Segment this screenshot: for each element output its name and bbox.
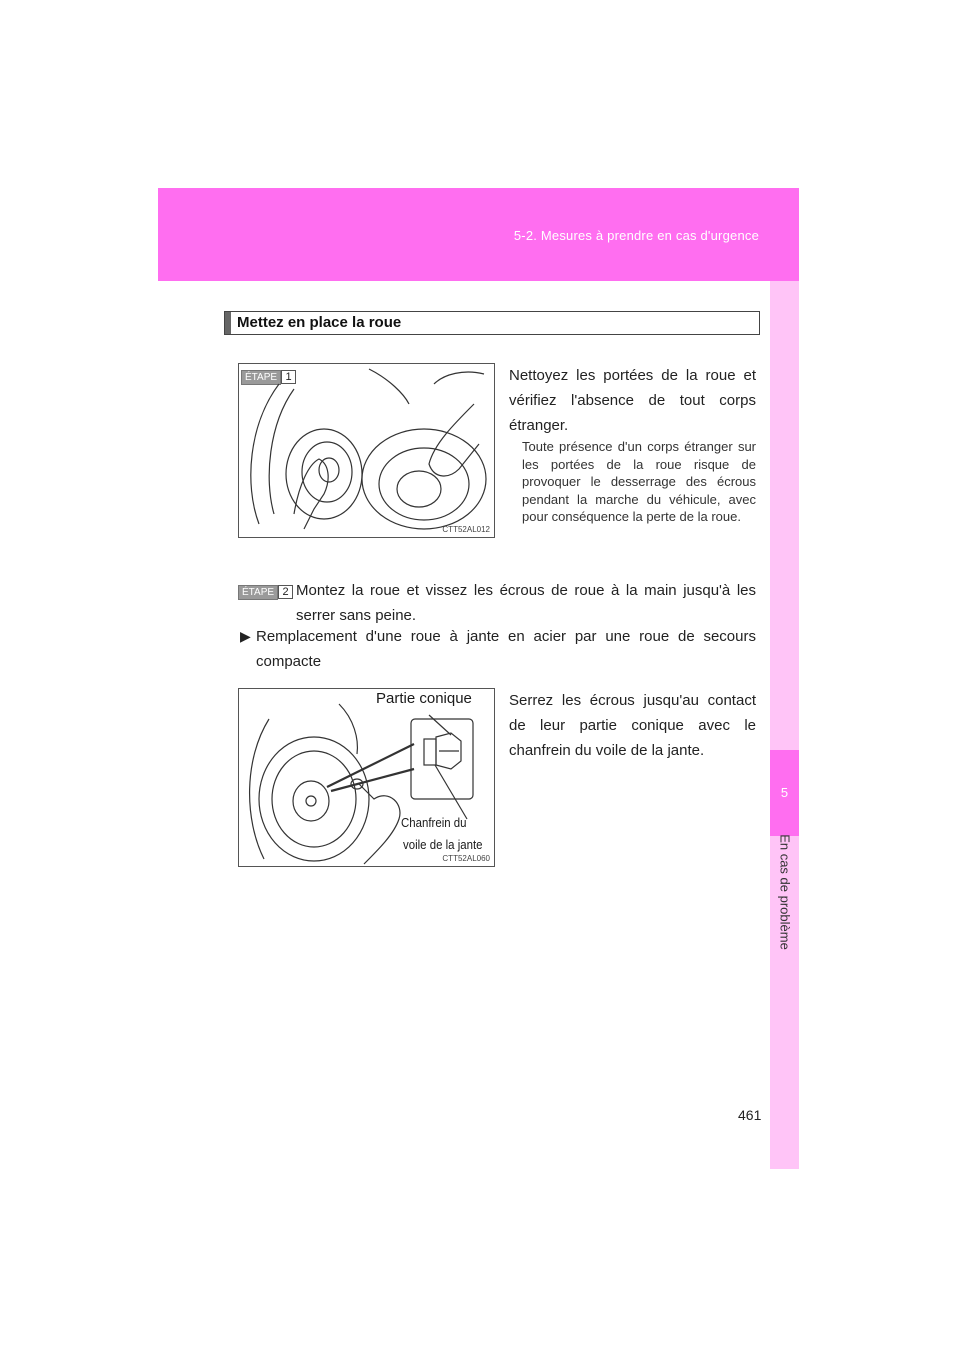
bullet-marker: ▶ [240,628,251,644]
step-number: 2 [278,585,293,599]
bullet-text: Remplacement d'une roue à jante en acier par une roue de secours compacte [256,628,756,670]
figure-cleaning-wheel [238,363,495,538]
chapter-number-block[interactable] [770,750,799,836]
step-label: ÉTAPE [241,370,281,385]
section-accent [225,312,231,334]
step2-badge [238,582,293,600]
figure-code: CTT52AL060 [442,854,490,863]
figure-code: CTT52AL012 [442,525,490,534]
wheel-cleaning-illustration [239,364,494,537]
breadcrumb: 5-2. Mesures à prendre en cas d'urgence [513,228,759,243]
step-number: 1 [281,370,296,384]
label-partie-conique: Partie conique [376,690,472,707]
chapter-title-tab[interactable] [770,836,799,948]
chapter-number: 5 [780,785,789,800]
label-chanfrein-1: Chanfrein du [401,815,467,830]
step1-text: Nettoyez les portées de la roue et vérifiez l'absence de tout corps étranger. [509,367,756,434]
section-title: Mettez en place la roue [237,314,402,331]
chapter-side-tab [770,281,799,1169]
figure2-text: Serrez les écrous jusqu'au contact de leur partie conique avec le chanfrein du voile de la jante. [509,692,756,759]
chapter-title: En cas de problème [777,834,792,950]
label-chanfrein-2: voile de la jante [403,837,483,852]
figure-wheel-nut [238,688,495,867]
step2-text: Montez la roue et vissez les écrous de roue à la main jusqu'à les serrer sans peine. [296,582,756,624]
step1-note: Toute présence d'un corps étranger sur les portées de la roue risque de provoquer le desserrage des écrous pendant la marche du véhicule, avec pour conséquence la perte de la roue. [522,439,756,524]
header-band [158,188,799,281]
section-header [224,311,760,335]
step-label: ÉTAPE [238,585,278,600]
page-number: 461 [738,1107,762,1123]
